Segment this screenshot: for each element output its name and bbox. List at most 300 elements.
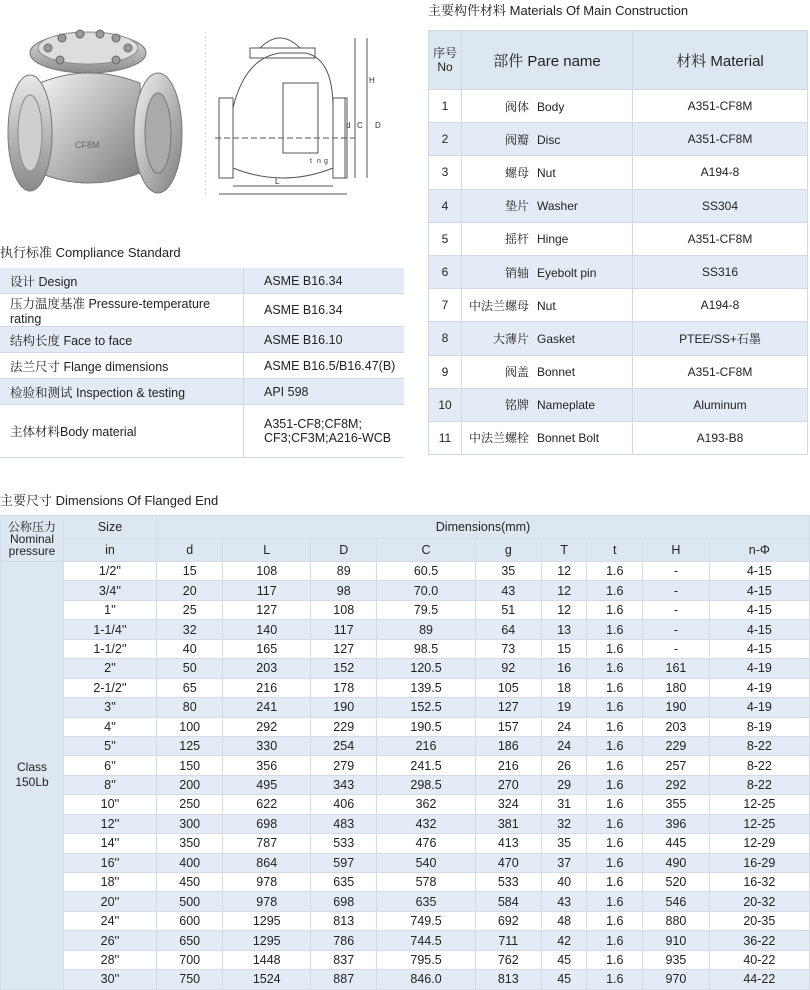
dim-cell: 4'' <box>64 717 157 736</box>
materials-heading: 主要构件材料 Materials Of Main Construction <box>428 3 689 18</box>
dim-cell: 89 <box>311 562 377 581</box>
dim-cell: 490 <box>643 853 709 872</box>
dim-cell: 1.6 <box>587 970 643 989</box>
dim-cell: 700 <box>157 950 223 969</box>
dim-cell: 139.5 <box>377 678 475 697</box>
materials-row <box>429 189 808 222</box>
dim-cell: 229 <box>643 736 709 755</box>
dim-row <box>1 775 810 794</box>
dim-cell: 786 <box>311 931 377 950</box>
dim-cell: 1-1/2'' <box>64 639 157 658</box>
dim-cell: 140 <box>223 620 311 639</box>
materials-material: SS316 <box>633 255 808 288</box>
dim-cell: 105 <box>475 678 541 697</box>
dim-cell: 1.6 <box>587 678 643 697</box>
dim-cell: 70.0 <box>377 581 475 600</box>
dim-cell: 330 <box>223 736 311 755</box>
materials-part-en: Nameplate <box>537 398 596 413</box>
dim-cell: 32 <box>157 620 223 639</box>
materials-part-cn: 摇杆 <box>504 232 529 247</box>
materials-part <box>462 355 633 388</box>
dimensions-table <box>0 515 810 990</box>
compliance-value: ASME B16.34 <box>244 268 405 294</box>
dim-cell: 413 <box>475 834 541 853</box>
materials-part-en: Gasket <box>537 331 576 346</box>
dim-row <box>1 795 810 814</box>
dim-cell: 40 <box>157 639 223 658</box>
dim-column-header: T <box>542 539 587 562</box>
dim-row <box>1 639 810 658</box>
materials-part <box>462 90 633 123</box>
dim-cell: 35 <box>542 834 587 853</box>
dim-row <box>1 717 810 736</box>
materials-part-cn: 垫片 <box>504 199 529 214</box>
dim-cell: 1.6 <box>587 698 643 717</box>
drawing-label-c: C <box>357 121 363 130</box>
materials-part <box>462 156 633 189</box>
dim-cell: 1.6 <box>587 736 643 755</box>
dim-cell: 40-22 <box>709 950 809 969</box>
dim-cell: 16-29 <box>709 853 809 872</box>
materials-row <box>429 355 808 388</box>
dim-cell: 8-22 <box>709 756 809 775</box>
dim-cell: 450 <box>157 873 223 892</box>
materials-material: A194-8 <box>633 156 808 189</box>
compliance-heading: 执行标准 Compliance Standard <box>0 245 181 260</box>
dim-cell: 229 <box>311 717 377 736</box>
dim-cell: 864 <box>223 853 311 872</box>
dim-row <box>1 814 810 833</box>
dim-cell: 1-1/4'' <box>64 620 157 639</box>
dims-header: Dimensions(mm) <box>157 516 810 539</box>
dim-cell: 3'' <box>64 698 157 717</box>
materials-no: 9 <box>429 355 462 388</box>
materials-no: 10 <box>429 388 462 421</box>
dim-column-header: D <box>311 539 377 562</box>
materials-part-cn: 中法兰螺母 <box>468 298 529 313</box>
dim-cell: 80 <box>157 698 223 717</box>
materials-part-cn: 中法兰螺栓 <box>468 431 529 446</box>
dim-cell: 4-19 <box>709 678 809 697</box>
dim-cell: - <box>643 620 709 639</box>
dim-cell: 43 <box>542 892 587 911</box>
dim-cell: 356 <box>223 756 311 775</box>
dim-column-header: t <box>587 539 643 562</box>
dim-row <box>1 600 810 619</box>
dim-cell: 978 <box>223 873 311 892</box>
dim-cell: 1.6 <box>587 834 643 853</box>
dim-cell: 2'' <box>64 659 157 678</box>
dim-cell: 12'' <box>64 814 157 833</box>
materials-no: 1 <box>429 90 462 123</box>
materials-row <box>429 255 808 288</box>
dim-cell: 241.5 <box>377 756 475 775</box>
dim-cell: 711 <box>475 931 541 950</box>
dim-cell: 546 <box>643 892 709 911</box>
dim-cell: 152 <box>311 659 377 678</box>
dim-cell: 44-22 <box>709 970 809 989</box>
dim-cell: 698 <box>311 892 377 911</box>
materials-no: 2 <box>429 123 462 156</box>
dim-cell: 92 <box>475 659 541 678</box>
dim-cell: 29 <box>542 775 587 794</box>
dim-cell: 292 <box>643 775 709 794</box>
dim-cell: 355 <box>643 795 709 814</box>
dim-cell: 65 <box>157 678 223 697</box>
materials-part-cn: 大薄片 <box>492 331 529 346</box>
dim-cell: 1.6 <box>587 873 643 892</box>
dim-cell: 1'' <box>64 600 157 619</box>
dim-cell: 42 <box>542 931 587 950</box>
materials-row <box>429 289 808 322</box>
dim-cell: 15 <box>542 639 587 658</box>
dim-cell: 4-15 <box>709 581 809 600</box>
compliance-table <box>0 268 404 458</box>
dim-cell: 12 <box>542 562 587 581</box>
dim-cell: 1/2'' <box>64 562 157 581</box>
materials-material: A193-B8 <box>633 421 808 454</box>
dim-cell: 12 <box>542 581 587 600</box>
materials-row <box>429 421 808 454</box>
dim-cell: 216 <box>475 756 541 775</box>
pressure-header: 公称压力 Nominal pressure <box>1 516 64 562</box>
dim-cell: 24 <box>542 717 587 736</box>
dim-cell: 98.5 <box>377 639 475 658</box>
dim-cell: 16 <box>542 659 587 678</box>
class-label: Class 150Lb <box>1 562 64 990</box>
compliance-row <box>0 379 404 405</box>
materials-material: A351-CF8M <box>633 90 808 123</box>
dim-cell: 28'' <box>64 950 157 969</box>
compliance-label: 法兰尺寸 Flange dimensions <box>0 353 244 379</box>
materials-header-no: 序号 No <box>429 31 462 90</box>
dim-cell: 180 <box>643 678 709 697</box>
materials-material: A351-CF8M <box>633 222 808 255</box>
compliance-row <box>0 327 404 353</box>
materials-part <box>462 388 633 421</box>
dim-cell: 12 <box>542 600 587 619</box>
dim-cell: 120.5 <box>377 659 475 678</box>
materials-material: A351-CF8M <box>633 355 808 388</box>
dim-cell: 26'' <box>64 931 157 950</box>
dim-cell: - <box>643 562 709 581</box>
materials-part-en: Nut <box>537 298 556 313</box>
materials-header-part: 部件 Pare name <box>462 31 633 90</box>
materials-no: 4 <box>429 189 462 222</box>
materials-part <box>462 123 633 156</box>
dim-cell: 89 <box>377 620 475 639</box>
dim-cell: - <box>643 581 709 600</box>
materials-material: PTEE/SS+石墨 <box>633 322 808 355</box>
dim-cell: 1.6 <box>587 775 643 794</box>
size-header: Size <box>64 516 157 539</box>
dim-cell: 157 <box>475 717 541 736</box>
compliance-value: ASME B16.10 <box>244 327 405 353</box>
valve-photo <box>0 8 190 198</box>
dim-cell: 60.5 <box>377 562 475 581</box>
materials-part-en: Hinge <box>537 232 569 247</box>
dim-cell: 279 <box>311 756 377 775</box>
dim-cell: 362 <box>377 795 475 814</box>
dim-cell: - <box>643 600 709 619</box>
dim-cell: 970 <box>643 970 709 989</box>
dim-cell: 4-19 <box>709 698 809 717</box>
dim-cell: 32 <box>542 814 587 833</box>
dim-cell: 1.6 <box>587 911 643 930</box>
dim-cell: 10'' <box>64 795 157 814</box>
dim-cell: 1295 <box>223 931 311 950</box>
dim-cell: 15 <box>157 562 223 581</box>
dim-cell: 35 <box>475 562 541 581</box>
compliance-label: 设计 Design <box>0 268 244 294</box>
dim-cell: 1.6 <box>587 756 643 775</box>
dim-column-header: g <box>475 539 541 562</box>
dim-cell: 45 <box>542 970 587 989</box>
dim-cell: 127 <box>311 639 377 658</box>
dim-cell: 1.6 <box>587 950 643 969</box>
dim-cell: 692 <box>475 911 541 930</box>
materials-part-cn: 销轴 <box>504 265 529 280</box>
dim-column-header: H <box>643 539 709 562</box>
materials-no: 8 <box>429 322 462 355</box>
dim-cell: 108 <box>311 600 377 619</box>
materials-row <box>429 388 808 421</box>
dim-cell: 935 <box>643 950 709 969</box>
dim-cell: 20-32 <box>709 892 809 911</box>
dim-cell: 578 <box>377 873 475 892</box>
compliance-value: A351-CF8;CF8M; CF3;CF3M;A216-WCB <box>244 405 405 458</box>
dim-row <box>1 950 810 969</box>
dim-cell: 400 <box>157 853 223 872</box>
dim-cell: 470 <box>475 853 541 872</box>
dim-row <box>1 756 810 775</box>
dim-cell: 4-15 <box>709 620 809 639</box>
materials-row <box>429 222 808 255</box>
dim-cell: 4-15 <box>709 639 809 658</box>
materials-part-cn: 铭牌 <box>504 398 529 413</box>
dim-cell: 343 <box>311 775 377 794</box>
dim-cell: 540 <box>377 853 475 872</box>
dim-row <box>1 659 810 678</box>
dim-cell: 8-19 <box>709 717 809 736</box>
dim-cell: 25 <box>157 600 223 619</box>
dim-cell: 762 <box>475 950 541 969</box>
dim-cell: 12-29 <box>709 834 809 853</box>
materials-part-en: Washer <box>537 199 578 214</box>
dim-cell: 1.6 <box>587 562 643 581</box>
dim-cell: 14'' <box>64 834 157 853</box>
dim-cell: 1.6 <box>587 581 643 600</box>
dim-row <box>1 931 810 950</box>
dim-cell: 64 <box>475 620 541 639</box>
dim-cell: 1.6 <box>587 659 643 678</box>
dim-cell: 161 <box>643 659 709 678</box>
dim-cell: 750 <box>157 970 223 989</box>
dim-column-header: L <box>223 539 311 562</box>
valve-drawing <box>205 28 415 198</box>
dim-cell: 584 <box>475 892 541 911</box>
dim-cell: 254 <box>311 736 377 755</box>
materials-part-en: Bonnet <box>537 365 576 380</box>
compliance-row <box>0 268 404 294</box>
materials-part <box>462 189 633 222</box>
dim-cell: 165 <box>223 639 311 658</box>
dim-cell: 495 <box>223 775 311 794</box>
dim-cell: 483 <box>311 814 377 833</box>
dim-cell: 597 <box>311 853 377 872</box>
drawing-label-dd: D <box>375 121 381 130</box>
dim-cell: 216 <box>377 736 475 755</box>
dim-row <box>1 873 810 892</box>
drawing-label-h: H <box>369 76 375 85</box>
compliance-label: 主体材料Body material <box>0 405 244 458</box>
dim-cell: 749.5 <box>377 911 475 930</box>
dim-cell: 1.6 <box>587 931 643 950</box>
dim-column-header: C <box>377 539 475 562</box>
dim-row <box>1 970 810 989</box>
materials-material: A194-8 <box>633 289 808 322</box>
dim-row <box>1 892 810 911</box>
drawing-label-d: d <box>346 121 351 130</box>
materials-part <box>462 322 633 355</box>
dim-cell: 8'' <box>64 775 157 794</box>
drawing-label-t: t <box>310 158 312 165</box>
materials-part-cn: 螺母 <box>504 165 529 180</box>
dim-cell: 79.5 <box>377 600 475 619</box>
dim-cell: 108 <box>223 562 311 581</box>
dim-cell: 100 <box>157 717 223 736</box>
dim-cell: 20 <box>157 581 223 600</box>
dim-row <box>1 620 810 639</box>
compliance-label: 压力温度基准 Pressure-temperature rating <box>0 294 244 327</box>
dim-cell: 190.5 <box>377 717 475 736</box>
dim-cell: 350 <box>157 834 223 853</box>
dim-cell: 24 <box>542 736 587 755</box>
materials-no: 6 <box>429 255 462 288</box>
materials-part-en: Body <box>537 99 565 114</box>
compliance-label: 结构长度 Face to face <box>0 327 244 353</box>
dim-cell: 250 <box>157 795 223 814</box>
materials-part <box>462 289 633 322</box>
dim-column-header: d <box>157 539 223 562</box>
dim-cell: 324 <box>475 795 541 814</box>
dim-row <box>1 853 810 872</box>
dim-column-header: in <box>64 539 157 562</box>
dim-cell: 216 <box>223 678 311 697</box>
materials-part <box>462 255 633 288</box>
dim-cell: 48 <box>542 911 587 930</box>
dim-cell: 846.0 <box>377 970 475 989</box>
dim-cell: 5'' <box>64 736 157 755</box>
dim-cell: 125 <box>157 736 223 755</box>
compliance-value: ASME B16.34 <box>244 294 405 327</box>
dim-cell: 203 <box>223 659 311 678</box>
dim-cell: 813 <box>475 970 541 989</box>
compliance-row <box>0 294 404 327</box>
dim-cell: 12-25 <box>709 795 809 814</box>
materials-no: 5 <box>429 222 462 255</box>
dim-cell: 24'' <box>64 911 157 930</box>
dim-cell: 200 <box>157 775 223 794</box>
materials-part <box>462 421 633 454</box>
drawing-label-n: n <box>317 158 321 165</box>
dim-cell: 533 <box>475 873 541 892</box>
dim-cell: 298.5 <box>377 775 475 794</box>
materials-part-cn: 阀体 <box>504 99 529 114</box>
dim-cell: 16-32 <box>709 873 809 892</box>
dim-cell: 20-35 <box>709 911 809 930</box>
dim-cell: 43 <box>475 581 541 600</box>
compliance-row <box>0 353 404 379</box>
dim-cell: 698 <box>223 814 311 833</box>
materials-row <box>429 123 808 156</box>
materials-row <box>429 322 808 355</box>
dim-cell: 152.5 <box>377 698 475 717</box>
dim-cell: 13 <box>542 620 587 639</box>
dim-cell: 795.5 <box>377 950 475 969</box>
dim-cell: 257 <box>643 756 709 775</box>
dim-cell: 18'' <box>64 873 157 892</box>
dim-cell: 887 <box>311 970 377 989</box>
dim-cell: 51 <box>475 600 541 619</box>
materials-part-cn: 阀盖 <box>504 365 529 380</box>
materials-part <box>462 222 633 255</box>
dim-cell: - <box>643 639 709 658</box>
dim-row <box>1 562 810 581</box>
dim-cell: 2-1/2'' <box>64 678 157 697</box>
dim-cell: 1.6 <box>587 620 643 639</box>
dim-row <box>1 698 810 717</box>
dim-cell: 396 <box>643 814 709 833</box>
dim-row <box>1 581 810 600</box>
dim-cell: 533 <box>311 834 377 853</box>
dim-cell: 1.6 <box>587 717 643 736</box>
materials-part-en: Eyebolt pin <box>537 265 597 280</box>
dim-cell: 4-15 <box>709 562 809 581</box>
materials-material: Aluminum <box>633 388 808 421</box>
compliance-value: API 598 <box>244 379 405 405</box>
materials-part-cn: 阀瓣 <box>504 132 529 147</box>
dim-cell: 26 <box>542 756 587 775</box>
drawing-label-g: g <box>324 158 328 165</box>
dim-cell: 520 <box>643 873 709 892</box>
materials-material: A351-CF8M <box>633 123 808 156</box>
dim-cell: 270 <box>475 775 541 794</box>
dim-cell: 978 <box>223 892 311 911</box>
dim-cell: 30'' <box>64 970 157 989</box>
dim-cell: 178 <box>311 678 377 697</box>
materials-part-en: Disc <box>537 132 561 147</box>
dim-row <box>1 736 810 755</box>
dim-cell: 635 <box>311 873 377 892</box>
dim-cell: 1524 <box>223 970 311 989</box>
dim-cell: 837 <box>311 950 377 969</box>
dim-cell: 622 <box>223 795 311 814</box>
dim-cell: 650 <box>157 931 223 950</box>
dim-cell: 37 <box>542 853 587 872</box>
dim-cell: 98 <box>311 581 377 600</box>
materials-no: 11 <box>429 421 462 454</box>
dimensions-heading: 主要尺寸 Dimensions Of Flanged End <box>0 493 219 508</box>
dim-cell: 16'' <box>64 853 157 872</box>
dim-cell: 1448 <box>223 950 311 969</box>
dim-cell: 1.6 <box>587 853 643 872</box>
compliance-row <box>0 405 404 458</box>
dim-cell: 1.6 <box>587 795 643 814</box>
dim-cell: 4-15 <box>709 600 809 619</box>
svg-text:CF8M: CF8M <box>75 140 100 150</box>
dim-cell: 127 <box>475 698 541 717</box>
